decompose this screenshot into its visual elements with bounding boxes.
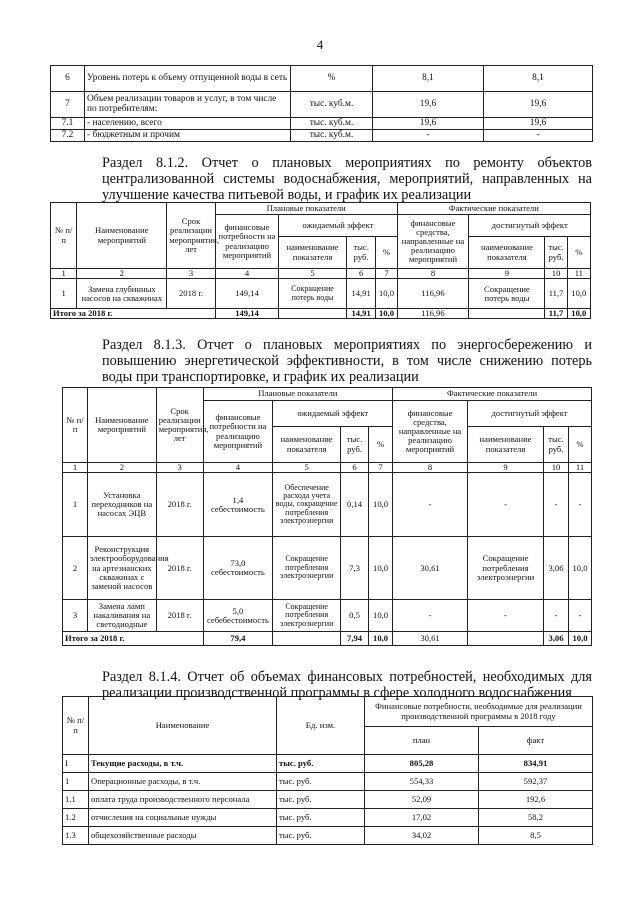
row-number: 3 <box>63 600 88 632</box>
row-pct: 10,0 <box>369 600 393 632</box>
total-pct-fact: 10,0 <box>569 632 592 646</box>
column-number: 5 <box>273 463 341 473</box>
header-term: Срок реализации мероприятия, лет <box>156 388 203 463</box>
row-plan: 8,1 <box>373 66 484 92</box>
row-number: 7.2 <box>51 130 85 142</box>
row-pct-fact: - <box>569 473 592 537</box>
section-8-1-4-title: Раздел 8.1.4. Отчет об объемах финансовых потребностей, необходимых для реализации производственной программы в сфере холодного водоснабжения <box>102 669 592 701</box>
row-indicator-fact: Сокращение потерь воды <box>469 279 545 309</box>
table-row <box>63 473 592 537</box>
row-fact: 58,2 <box>479 809 593 827</box>
total-label: Итого за 2018 г. <box>51 309 216 319</box>
column-number: 1 <box>51 269 77 279</box>
row-fact: 8,1 <box>484 66 593 92</box>
row-indicator-fact: Сокращение потребления электроэнергии <box>468 537 544 600</box>
row-indicator-fact: - <box>468 473 544 537</box>
table-8-1-2 <box>50 202 591 319</box>
total-fin-fact: 30,61 <box>393 632 468 646</box>
row-fin-fact: - <box>393 600 468 632</box>
row-plan: 19,6 <box>373 118 484 130</box>
column-number: 7 <box>376 269 397 279</box>
header-row <box>63 388 592 401</box>
table-8-1-4 <box>62 696 593 845</box>
row-name: Реконструкция электрооборудования на артезианских скважинах с заменой насосов <box>87 537 156 600</box>
header-plan-group: Плановые показатели <box>215 203 397 215</box>
row-indicator: Сокращение потребления электроэнергии <box>273 537 341 600</box>
row-name: Замена ламп накаливания на светодиодные <box>87 600 156 632</box>
column-number: 2 <box>77 269 167 279</box>
table-row <box>51 66 593 92</box>
row-unit: тыс. руб. <box>277 755 365 773</box>
column-number: 8 <box>393 463 468 473</box>
column-number: 11 <box>567 269 590 279</box>
header-expected: ожидаемый эффект <box>273 401 393 427</box>
header-fin-fact: финансовые средства, направленные на реализацию мероприятий <box>397 215 469 269</box>
row-number: 1.1 <box>63 791 89 809</box>
row-number: I <box>63 755 89 773</box>
table-row <box>63 773 593 791</box>
row-unit: тыс. руб. <box>277 791 365 809</box>
row-pct-fact: - <box>569 600 592 632</box>
row-indicator: Сокращение потерь воды <box>279 279 347 309</box>
header-unit: Ед. изм. <box>277 697 365 755</box>
header-pct: % <box>567 237 590 269</box>
row-name: отчисления на социальные нужды <box>89 809 277 827</box>
section-8-1-2-title: Раздел 8.1.2. Отчет о плановых мероприятиях по ремонту объектов централизованной системы водоснабжения, мероприятий, направленных на улучшение качества питьевой воды, и график их реализации <box>102 155 592 203</box>
header-fin-fact: финансовые средства, направленные на реализацию мероприятий <box>393 401 468 463</box>
header-pct: % <box>369 427 393 463</box>
row-name: Замена глубинных насосов на скважинах <box>77 279 167 309</box>
row-unit: тыс. куб.м. <box>291 92 373 118</box>
row-fact: 19,6 <box>484 118 593 130</box>
row-rub-fact: - <box>544 600 569 632</box>
total-empty <box>468 632 544 646</box>
section-8-1-3-title: Раздел 8.1.3. Отчет о плановых мероприятиях по энергосбережению и повышению энергетической эффективности, в том числе снижению потерь воды при транспортировке, и график их реализации <box>102 337 592 385</box>
total-pct: 10,0 <box>369 632 393 646</box>
row-name: Уровень потерь к объему отпущенной воды в сеть <box>85 66 291 92</box>
header-achieved: достигнутый эффект <box>468 401 592 427</box>
column-number: 9 <box>468 463 544 473</box>
header-rub: тыс. руб. <box>340 427 368 463</box>
table-8-1-3 <box>62 387 592 646</box>
total-fin-plan: 79,4 <box>203 632 273 646</box>
column-number: 4 <box>203 463 273 473</box>
column-number: 5 <box>279 269 347 279</box>
row-fin-plan: 149,14 <box>215 279 278 309</box>
column-number: 10 <box>545 269 567 279</box>
row-unit: тыс. руб. <box>277 809 365 827</box>
total-rub: 7,94 <box>340 632 368 646</box>
header-achieved: достигнутый эффект <box>469 215 591 237</box>
header-rub: тыс. руб. <box>545 237 567 269</box>
header-fact-group: Фактические показатели <box>397 203 590 215</box>
table-row <box>63 537 592 600</box>
total-row <box>51 309 591 319</box>
column-number: 1 <box>63 463 88 473</box>
row-rub: 14,91 <box>346 279 376 309</box>
row-unit: тыс. куб.м. <box>291 118 373 130</box>
row-indicator: Сокращение потребления электроэнергии <box>273 600 341 632</box>
row-fact: 192,6 <box>479 791 593 809</box>
row-pct-fact: 10,0 <box>567 279 590 309</box>
row-pct: 10,0 <box>369 473 393 537</box>
header-num: № п/п <box>63 388 88 463</box>
column-number: 3 <box>156 463 203 473</box>
row-unit: тыс. куб.м. <box>291 130 373 142</box>
header-pct: % <box>569 427 592 463</box>
table-row <box>63 755 593 773</box>
row-number: 1.3 <box>63 827 89 845</box>
row-fin-fact: 30,61 <box>393 537 468 600</box>
header-rub: тыс. руб. <box>544 427 569 463</box>
row-pct: 10,0 <box>369 537 393 600</box>
row-name: общехозяйственные расходы <box>89 827 277 845</box>
total-fin-fact: 116,96 <box>397 309 469 319</box>
row-fact: 8,5 <box>479 827 593 845</box>
row-plan: 805,28 <box>365 755 479 773</box>
column-number: 11 <box>569 463 592 473</box>
total-pct-fact: 10,0 <box>567 309 590 319</box>
row-term: 2018 г. <box>167 279 216 309</box>
header-indicator: наименование показателя <box>469 237 545 269</box>
row-number: 7 <box>51 92 85 118</box>
header-indicator: наименование показателя <box>273 427 341 463</box>
table-row <box>51 279 591 309</box>
header-pct: % <box>376 237 397 269</box>
header-indicator: наименование показателя <box>279 237 347 269</box>
header-rub: тыс. руб. <box>346 237 376 269</box>
table-row <box>63 809 593 827</box>
row-fin-fact: - <box>393 473 468 537</box>
header-name: Наименование мероприятий <box>87 388 156 463</box>
column-number: 10 <box>544 463 569 473</box>
header-numbering-row <box>63 463 592 473</box>
table-row <box>63 827 593 845</box>
row-fin-plan: 1,4 себестоимость <box>203 473 273 537</box>
row-fact: 834,91 <box>479 755 593 773</box>
row-name: Объем реализации товаров и услуг, в том числе по потребителям: <box>85 92 291 118</box>
header-fin-plan: финансовые потребности на реализацию мероприятий <box>215 215 278 269</box>
row-plan: 34,02 <box>365 827 479 845</box>
column-number: 7 <box>369 463 393 473</box>
header-row <box>63 697 593 727</box>
header-plan-group: Плановые показатели <box>203 388 393 401</box>
row-rub: 0,14 <box>340 473 368 537</box>
header-expected: ожидаемый эффект <box>279 215 397 237</box>
row-rub-fact: - <box>544 473 569 537</box>
row-name: Установка переходников на насосах ЭЦВ <box>87 473 156 537</box>
row-unit: тыс. руб. <box>277 827 365 845</box>
header-plan: план <box>365 727 479 755</box>
header-row <box>51 203 591 215</box>
row-rub: 7,3 <box>340 537 368 600</box>
total-rub-fact: 3,06 <box>544 632 569 646</box>
table-row <box>51 130 593 142</box>
row-unit: % <box>291 66 373 92</box>
row-name: оплата труда производственного персонала <box>89 791 277 809</box>
total-label: Итого за 2018 г. <box>63 632 204 646</box>
table-row <box>63 791 593 809</box>
header-name: Наименование мероприятий <box>77 203 167 269</box>
row-fact: 592,37 <box>479 773 593 791</box>
row-number: 7.1 <box>51 118 85 130</box>
row-indicator-fact: - <box>468 600 544 632</box>
row-fact: - <box>484 130 593 142</box>
header-fact-group: Фактические показатели <box>393 388 592 401</box>
row-plan: 554,33 <box>365 773 479 791</box>
row-fin-plan: 5,0 себебестоимость <box>203 600 273 632</box>
row-pct: 10,0 <box>376 279 397 309</box>
row-name: - населению, всего <box>85 118 291 130</box>
row-name: Операционные расходы, в т.ч. <box>89 773 277 791</box>
total-empty <box>279 309 347 319</box>
row-number: 1 <box>51 279 77 309</box>
row-name: Текущие расходы, в т.ч. <box>89 755 277 773</box>
total-rub: 14,91 <box>346 309 376 319</box>
total-rub-fact: 11,7 <box>545 309 567 319</box>
row-number: 1.2 <box>63 809 89 827</box>
header-fin-group: Финансовые потребности, необходимые для реализации производственной программы в 2018 году <box>365 697 593 727</box>
header-num: № п/п <box>51 203 77 269</box>
table-row <box>63 600 592 632</box>
row-number: 6 <box>51 66 85 92</box>
table-row <box>51 92 593 118</box>
column-number: 6 <box>346 269 376 279</box>
column-number: 8 <box>397 269 469 279</box>
total-empty <box>273 632 341 646</box>
header-num: № п/п <box>63 697 89 755</box>
row-fin-fact: 116,96 <box>397 279 469 309</box>
row-indicator: Обеспечение расхода учета воды, сокращение потребления электроэнергии <box>273 473 341 537</box>
row-number: 1 <box>63 473 88 537</box>
header-name: Наименование <box>89 697 277 755</box>
row-plan: 52,09 <box>365 791 479 809</box>
column-number: 6 <box>340 463 368 473</box>
row-rub-fact: 3,06 <box>544 537 569 600</box>
table-row <box>51 118 593 130</box>
row-unit: тыс. руб. <box>277 773 365 791</box>
header-indicator: наименование показателя <box>468 427 544 463</box>
column-number: 9 <box>469 269 545 279</box>
column-number: 4 <box>215 269 278 279</box>
total-empty <box>469 309 545 319</box>
column-number: 2 <box>87 463 156 473</box>
column-number: 3 <box>167 269 216 279</box>
row-term: 2018 г. <box>156 473 203 537</box>
total-fin-plan: 149,14 <box>215 309 278 319</box>
row-plan: 19,6 <box>373 92 484 118</box>
row-rub-fact: 11,7 <box>545 279 567 309</box>
row-plan: 17,02 <box>365 809 479 827</box>
row-term: 2018 г. <box>156 600 203 632</box>
header-term: Срок реализации мероприятия, лет <box>167 203 216 269</box>
row-term: 2018 г. <box>156 537 203 600</box>
row-fin-plan: 73,0 себестоимость <box>203 537 273 600</box>
header-numbering-row <box>51 269 591 279</box>
row-pct-fact: 10,0 <box>569 537 592 600</box>
total-row <box>63 632 592 646</box>
row-number: 2 <box>63 537 88 600</box>
row-rub: 0,5 <box>340 600 368 632</box>
row-name: - бюджетным и прочим <box>85 130 291 142</box>
header-fact: факт <box>479 727 593 755</box>
total-pct: 10,0 <box>376 309 397 319</box>
table-indicators-continued <box>50 65 593 142</box>
row-plan: - <box>373 130 484 142</box>
page-number: 4 <box>316 37 324 52</box>
row-number: 1 <box>63 773 89 791</box>
header-fin-plan: финансовые потребности на реализацию мероприятий <box>203 401 273 463</box>
row-fact: 19,6 <box>484 92 593 118</box>
